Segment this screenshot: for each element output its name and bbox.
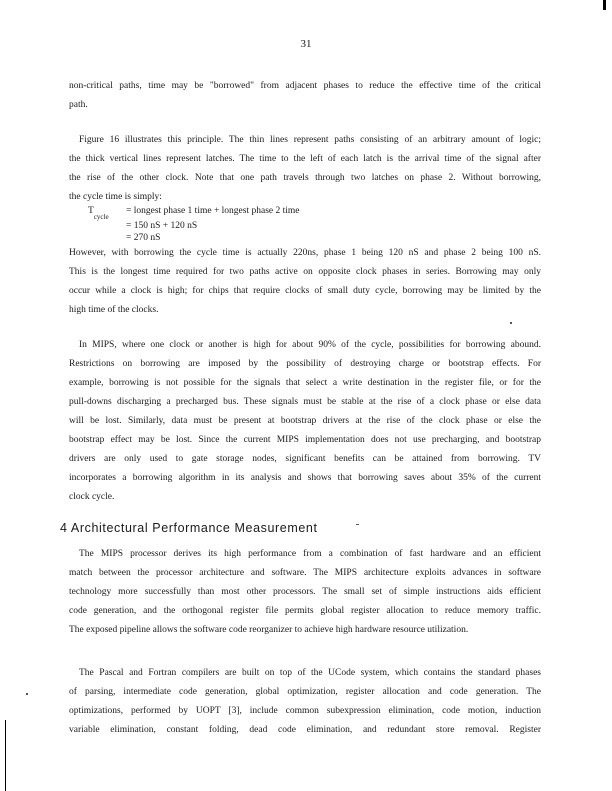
text-line: incorporates a borrowing algorithm in its analysis and shows that borrowing saves about 35% of the current <box>69 473 541 483</box>
text-line: high time of the clocks. <box>69 305 159 315</box>
text-line: of parsing, intermediate code generation, global optimization, register allocation and code generation. The <box>69 687 541 697</box>
equation-rhs: = 150 nS + 120 nS <box>126 220 198 231</box>
paragraph-1 <box>69 77 541 115</box>
equation-row <box>88 220 300 232</box>
text-line: example, borrowing is not possible for the signals that select a write destination in the register file, or for the <box>69 378 541 388</box>
equation-rhs: = longest phase 1 time + longest phase 2 time <box>126 206 300 216</box>
scan-speck <box>356 524 359 525</box>
text-line: This is the longest time required for two paths active on opposite clock phases in series. Borrowing may only <box>69 267 541 277</box>
text-line: the cycle time is simply: <box>69 192 162 202</box>
scan-speck <box>26 693 28 695</box>
text-line: non-critical paths, time may be "borrowed" from adjacent phases to reduce the effective time of the critical <box>69 81 541 91</box>
text-line: path. <box>69 100 88 110</box>
text-line: will be lost. Similarly, data must be present at bootstrap drivers at the rise of the clock phase or else the <box>69 416 541 426</box>
text-line: The MIPS processor derives its high performance from a combination of fast hardware and an efficient <box>79 549 541 559</box>
section-heading: 4 Architectural Performance Measurement <box>60 521 318 535</box>
equation-row <box>88 205 300 220</box>
text-line: Figure 16 illustrates this principle. The thin lines represent paths consisting of an arbitrary amount of logic; <box>79 135 541 145</box>
text-line: drivers are only used to gate storage nodes, significant benefits can be attained from borrowing. TV <box>69 454 541 464</box>
text-line: However, with borrowing the cycle time is actually 220ns, phase 1 being 120 nS and phase 2 being 100 nS. <box>69 248 541 258</box>
equation-rhs: = 270 nS <box>126 232 161 243</box>
paragraph-4 <box>69 336 541 507</box>
cycle-time-equation <box>88 205 300 244</box>
text-line: optimizations, performed by UOPT [3], include common subexpression elimination, code motion, induction <box>69 706 541 716</box>
text-line: technology more successfully than most other processors. The small set of simple instructions aids efficient <box>69 587 541 597</box>
paragraph-2 <box>69 131 541 207</box>
text-line: variable elimination, constant folding, dead code elimination, and redundant store removal. Register <box>69 725 541 735</box>
text-line: clock cycle. <box>69 492 115 502</box>
text-line: bootstrap effect may be lost. Since the current MIPS implementation does not use precharging, and bootstrap <box>69 435 541 445</box>
equation-row <box>88 232 300 244</box>
text-line: Restrictions on borrowing are imposed by the possibility of destroying charge or bootstrap effects. For <box>69 359 541 369</box>
text-line: occur while a clock is high; for chips that require clocks of small duty cycle, borrowing may be limited by the <box>69 286 541 296</box>
text-line: The Pascal and Fortran compilers are built on top of the UCode system, which contains the standard phases <box>79 668 541 678</box>
page-number: 31 <box>300 38 312 50</box>
text-line: match between the processor architecture and software. The MIPS architecture exploits advances in software <box>69 568 541 578</box>
paragraph-5 <box>69 545 541 640</box>
equation-subscript: cycle <box>93 212 109 221</box>
text-line: code generation, and the orthogonal register file permits global register allocation to reduce memory traffic. <box>69 606 541 616</box>
scan-speck <box>510 322 512 324</box>
paragraph-6 <box>69 664 541 740</box>
scan-edge-line <box>5 720 6 791</box>
scan-margin-bar <box>603 0 606 10</box>
text-line: the rise of the other clock. Note that one path travels through two latches on phase 2. Without borrowing, <box>69 173 541 183</box>
equation-lhs <box>88 205 126 220</box>
text-line: The exposed pipeline allows the software code reorganizer to achieve high hardware resource utilization. <box>69 625 469 635</box>
text-line: pull-downs discharging a precharged bus. These signals must be stable at the rise of a clock phase or else data <box>69 397 541 407</box>
text-line: the thick vertical lines represent latches. The time to the left of each latch is the arrival time of the signal after <box>69 154 541 164</box>
text-line: In MIPS, where one clock or another is high for about 90% of the cycle, possibilities for borrowing abound. <box>79 340 541 350</box>
equation-symbol: T <box>88 206 94 216</box>
paragraph-3 <box>69 244 541 320</box>
